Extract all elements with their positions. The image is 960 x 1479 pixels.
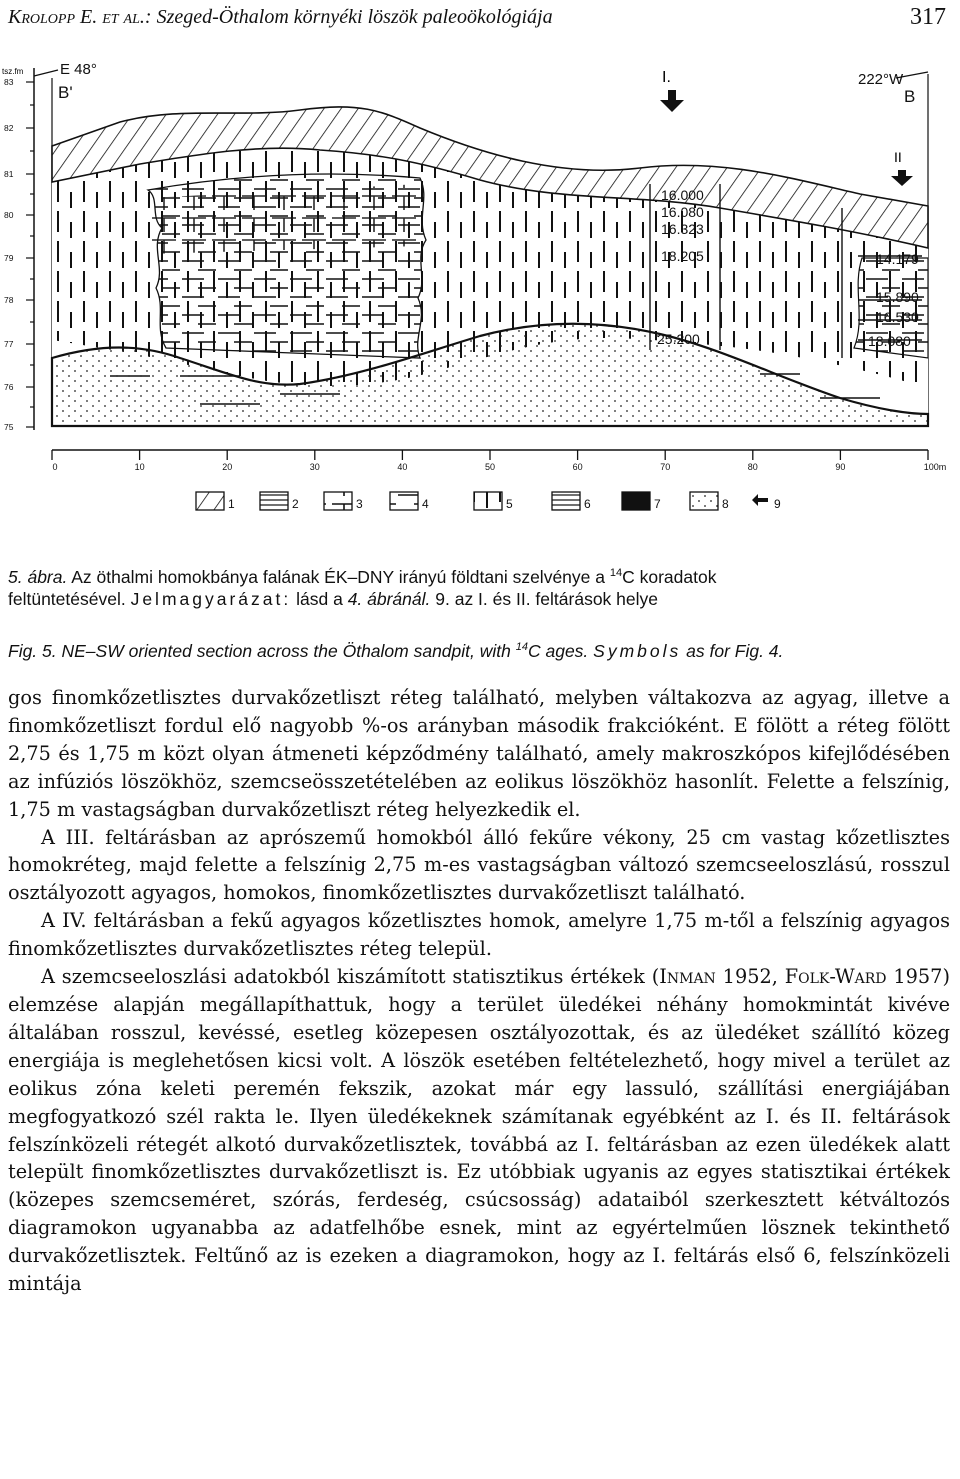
age-label: 18.205 [661,248,704,264]
caption-text: C koradatok [622,566,717,587]
exposure-arrow-icon [752,494,768,506]
y-tick: 81 [4,169,14,179]
age-label: 16.530 [876,309,919,325]
caption-text: feltüntetésével. [8,588,131,609]
x-tick: 50 [484,462,496,472]
paragraph: A III. feltárásban az aprószemű homokból álló fekűre vékony, 25 cm vastag kőzetlisztes homokréteg, majd felette a felszínig 2,75 m-es vastagságban változó szemcseeloszlású, rosszul osztályozott agyagos, homokos, finomkőzetlisztes durvakőzetliszt található. [8,825,950,905]
caption-legend-word: Jelmagyarázat: [130,588,292,609]
caption-text: 9. az I. és II. feltárások helye [430,588,659,609]
legend-label: 6 [584,497,591,511]
y-tick: 77 [4,339,14,349]
running-title-authors: Krolopp E. et al.: [8,6,152,28]
left-direction-label: E 48° [60,61,97,78]
y-tick: 83 [4,77,14,87]
x-axis [52,450,946,472]
y-axis-unit: tsz.fm [2,67,24,76]
paragraph: A IV. feltárásban a fekű agyagos kőzetlisztes homok, amelyre 1,75 m-től a felszínig agyagos finomkőzetlisztes durvakőzetlisztes réteg települ. [8,909,950,961]
y-tick: 82 [4,123,14,133]
x-tick: 30 [309,462,320,472]
caption-label: 5. ábra. [8,566,68,587]
y-tick: 76 [4,382,14,392]
age-label: 16.080 [661,204,704,220]
x-tick: 10 [134,462,145,472]
y-tick: 75 [4,422,14,432]
age-label: 15.890 [876,289,919,305]
caption-text: lásd a [291,588,348,609]
legend-label: 4 [422,497,429,511]
paragraph-text: 1952, [715,965,785,989]
paragraph-text: A szemcseeloszlási adatokból kiszámított statisztikus értékek ( [41,965,660,989]
legend-label: 2 [292,497,299,511]
age-label: 25.200 [657,331,700,347]
age-label: 16.323 [661,221,704,237]
caption-sup: 14 [609,567,623,579]
y-tick: 79 [4,253,14,263]
age-label: 14.179 [876,251,919,267]
page-number: 317 [910,4,946,30]
citation-author: Inman [659,965,716,989]
exposure-ii-label: II [894,149,902,165]
paragraph: gos finomkőzetlisztes durvakőzetliszt réteg található, melyben váltakozva az agyag, illetve a finomkőzetliszt fordul elő nagyobb %-os arányban második frakcióként. E fölött a réteg fölött 2,75 és 1,75 m közt olyan átmeneti képződmény található, amely makroszkópos kifejlődésében az infúziós löszökhöz, szemcseösszetételében az eolikus löszökhöz hasonlít. Felette a felszínig, 1,75 m vastagságban durvakőzetliszt réteg helyezkedik el. [8,686,950,821]
paragraph [8,963,950,1298]
x-tick: 100m [923,462,947,472]
legend-label: 7 [654,497,661,511]
caption-text: Fig. 5. NE–SW oriented section across the Öthalom sandpit, with [8,640,516,661]
legend-label: 5 [506,497,513,511]
x-tick: 20 [222,462,233,472]
x-tick: 60 [572,462,583,472]
x-tick: 40 [397,462,408,472]
body-text [8,684,950,1298]
caption-text: as for Fig. 4. [681,640,784,661]
caption-figure-ref: 4. ábránál. [347,588,431,609]
left-end-label: B' [58,83,73,102]
x-tick: 80 [747,462,758,472]
legend-label: 8 [722,497,729,511]
paragraph-text: 1957) elemzése alapján megállapíthattuk, hogy a terület üledékei néhány homokmintát kivéve általában rosszul, kevéssé, esetleg közepesen osztályozottak, és az üledéket szállító közeg energiája is meglehetősen kicsi volt. A löszök esetében feltételezhető, hogy mivel a terület az eolikus zóna keleti peremén fekszik, azokat már egy lassuló, szállítási energiájában megfogyatkozó szél rakta le. Ilyen üledékeknek számítanak egyébként az I. és II. feltárások felszínközeli rétegét alkotó durvakőzetlisztek, továbbá az I. feltárásban az ezen üledékek alatt települt finomkőzetlisztes durvakőzetliszt is. Ez utóbbiak ugyanis az egyes statisztikai értékek (közepes szemcseméret, szórás, ferdeség, csúcsosság) adataiból szerkesztett kétváltozós diagramokon ugyanabba az adatfelhőbe esnek, mint az egyértelműen lösznek tekinthető durvakőzetlisztek. Feltűnő az is ezeken a diagramokon, hogy az I. feltárás első 6, felszínközeli mintája [8,965,950,1296]
age-label: 16.000 [661,187,704,203]
x-tick: 0 [52,462,58,472]
running-title-text: Szeged-Öthalom környéki löszök paleoökológiája [151,6,553,28]
running-title [8,6,553,29]
running-header [8,6,946,36]
right-end-label: B [904,87,916,106]
legend-label: 3 [356,497,363,511]
legend-label: 1 [228,497,235,511]
x-tick: 90 [835,462,846,472]
y-tick: 80 [4,210,14,220]
exposure-i-label: I. [662,69,671,86]
caption-sup: 14 [515,641,528,653]
y-tick: 78 [4,295,14,305]
y-axis [2,67,34,432]
geological-section-figure [0,58,960,520]
caption-text: Az öthalmi homokbánya falának ÉK–DNY irányú földtani szelvénye a [67,566,610,587]
figure-caption-hungarian [8,562,944,610]
caption-text: C ages. [527,640,594,661]
legend [196,492,781,511]
age-label: 18.080 [868,333,911,349]
figure-caption-english [8,636,944,662]
legend-label: 9 [774,497,781,511]
x-tick: 70 [660,462,671,472]
caption-symbols-word: Symbols [593,640,682,661]
right-direction-label: 222°W [858,71,904,88]
citation-author: Folk-Ward [784,965,887,989]
